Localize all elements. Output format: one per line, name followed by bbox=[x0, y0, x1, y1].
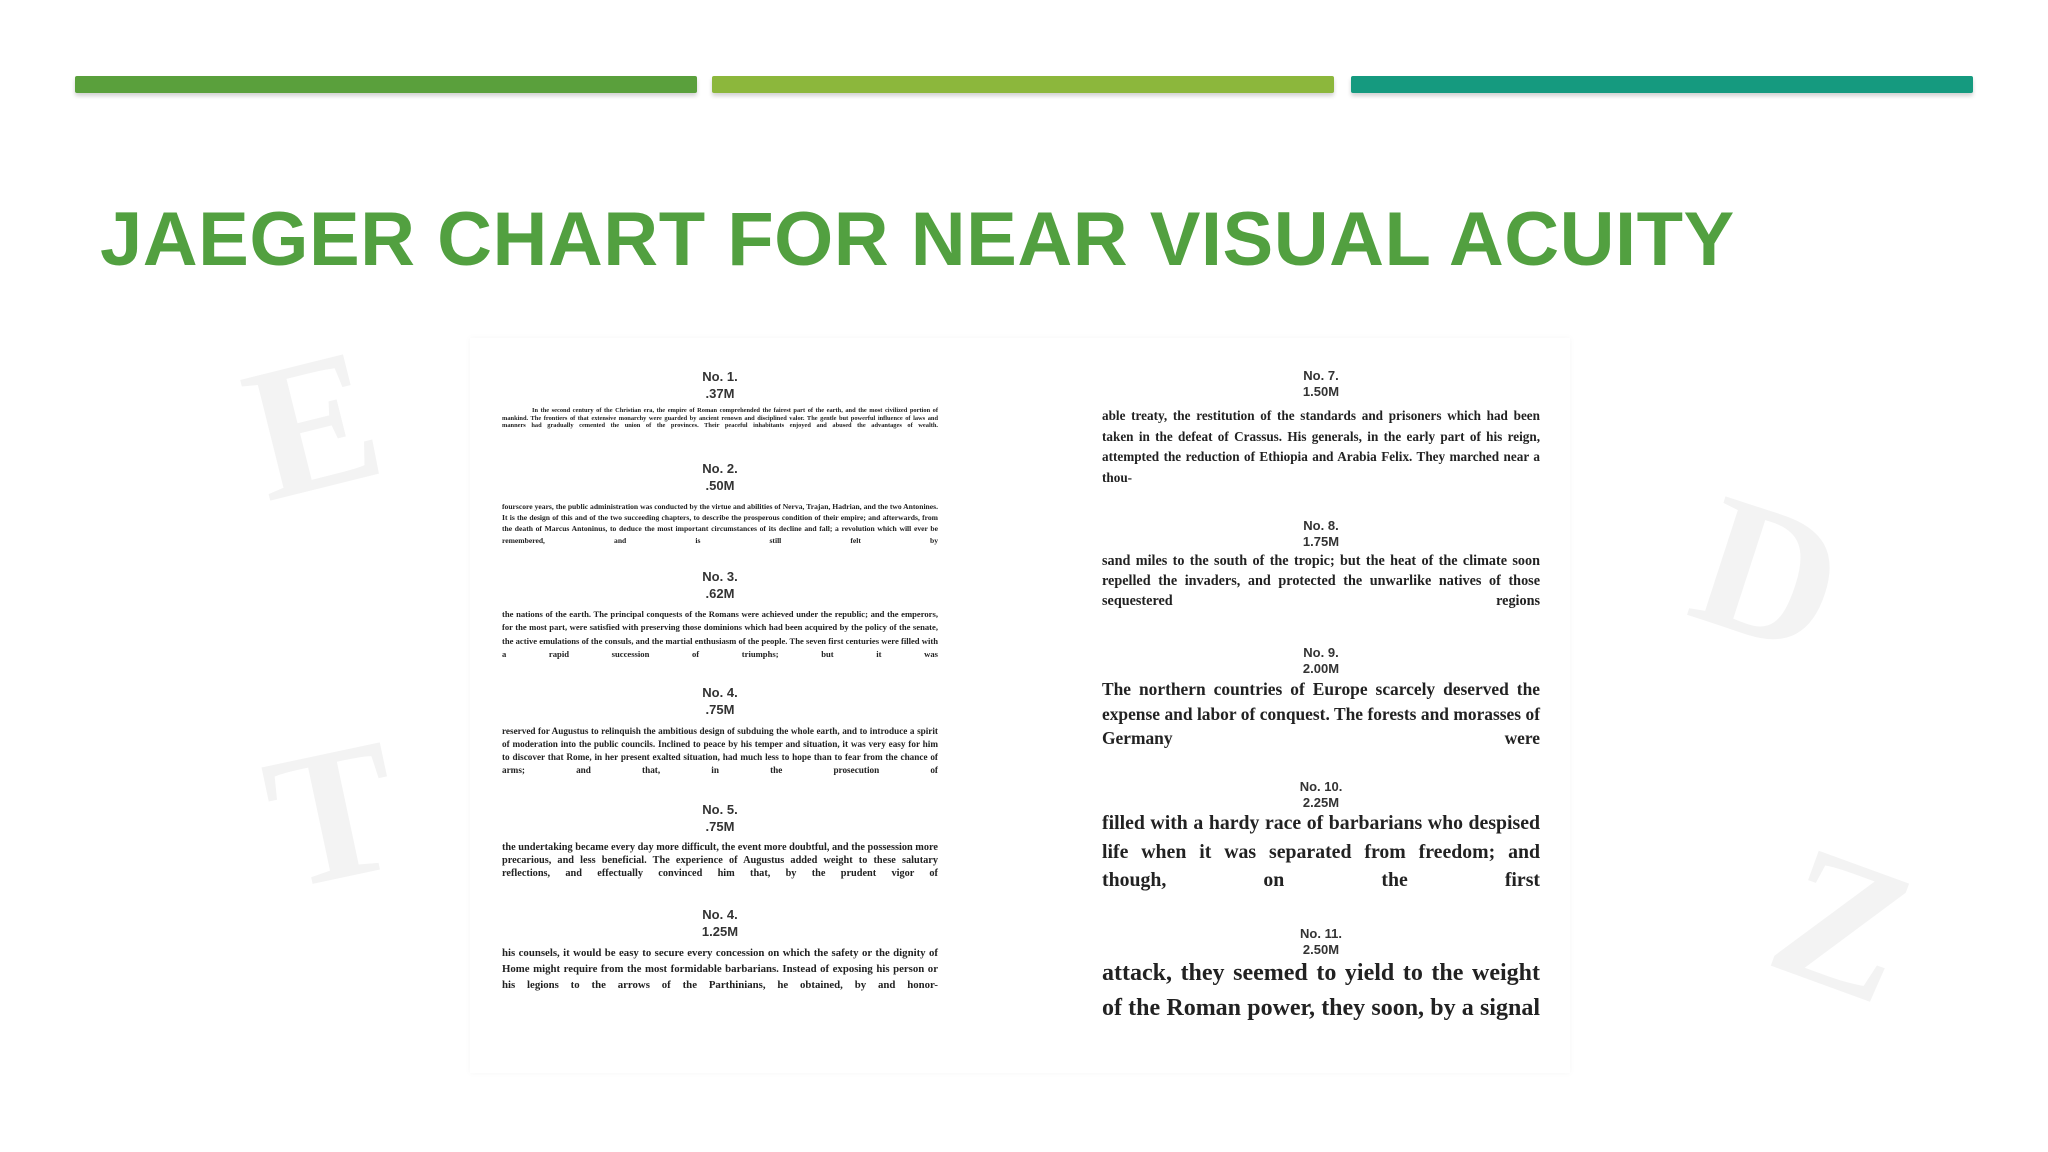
section-size: .50M bbox=[705, 478, 735, 493]
section-text: filled with a hardy race of barbarians who despised life when it was separated from freedom; and though, on the first bbox=[1102, 812, 1540, 891]
section-number: No. 7. bbox=[1303, 368, 1339, 383]
section-size: 1.75M bbox=[1302, 534, 1340, 549]
section-text: The northern countries of Europe scarcely deserved the expense and labor of conquest. The forests and morasses of Germany were bbox=[1102, 679, 1540, 748]
section-number: No. 4. bbox=[702, 907, 738, 922]
section-number: No. 10. bbox=[1299, 779, 1343, 794]
section-number: No. 9. bbox=[1303, 645, 1339, 660]
section-number: No. 11. bbox=[1300, 926, 1342, 941]
background-watermark-d: D bbox=[1670, 453, 1867, 697]
section-size: .62M bbox=[705, 586, 735, 601]
slide-title: JAEGER CHART FOR NEAR VISUAL ACUITY bbox=[100, 197, 1735, 282]
section-size: .37M bbox=[705, 386, 735, 401]
chart-section bbox=[502, 684, 938, 777]
section-text: In the second century of the Christian era, the empire of Roman comprehended the fairest part of the earth, and the most civilized portion of mankind. The frontiers of that extensive monarchy were guarded by ancient renown and disciplined valor. The gentle but powerful influence of laws and manners had gradually cemented the union of the provinces. Their peaceful inhabitants enjoyed and abused the advantages of wealth. bbox=[502, 407, 938, 430]
chart-section bbox=[502, 801, 938, 880]
accent-bar-teal bbox=[1351, 76, 1973, 93]
section-size: .75M bbox=[705, 702, 735, 717]
section-text: sand miles to the south of the tropic; but the heat of the climate soon repelled the invaders, and protected the unwarlike natives of those sequestered regions bbox=[1102, 553, 1540, 609]
chart-section bbox=[1102, 368, 1540, 488]
chart-section bbox=[502, 460, 938, 546]
section-number: No. 1. bbox=[702, 369, 738, 384]
section-size: 2.25M bbox=[1302, 795, 1340, 810]
chart-section bbox=[1102, 518, 1540, 611]
chart-section bbox=[502, 368, 938, 430]
accent-bar-green bbox=[75, 76, 697, 93]
section-text: attack, they seemed to yield to the weight of the Roman power, they soon, by a signal bbox=[1102, 960, 1540, 1021]
section-number: No. 4. bbox=[702, 685, 738, 700]
background-watermark-e: E bbox=[226, 307, 401, 543]
background-watermark-t: T bbox=[249, 699, 418, 931]
chart-section bbox=[502, 568, 938, 661]
jaeger-chart-image bbox=[470, 338, 1570, 1073]
chart-section bbox=[1102, 645, 1540, 751]
section-size: 1.25M bbox=[701, 924, 739, 939]
chart-section bbox=[1102, 779, 1540, 895]
section-number: No. 3. bbox=[702, 569, 738, 584]
accent-bar-lime bbox=[712, 76, 1334, 93]
chart-section bbox=[502, 906, 938, 994]
section-text: the undertaking became every day more difficult, the event more doubtful, and the possession more precarious, and less beneficial. The experience of Augustus added weight to these salutary reflections, and effectually convinced him that, by the prudent vigor of bbox=[502, 842, 938, 879]
section-size: 2.50M bbox=[1302, 942, 1340, 957]
section-size: 2.00M bbox=[1302, 661, 1340, 676]
section-text: reserved for Augustus to relinquish the ambitious design of subduing the whole earth, and to introduce a spirit of moderation into the public councils. Inclined to peace by his temper and situation, it was very easy for him to discover that Rome, in her present exalted situation, had much less to hope than to fear from the chance of arms; and that, in the prosecution of bbox=[502, 726, 938, 775]
section-size: .75M bbox=[705, 819, 735, 834]
section-number: No. 5. bbox=[702, 802, 738, 817]
section-text: able treaty, the restitution of the standards and prisoners which had been taken in the defeat of Crassus. His generals, in the early part of his reign, attempted the reduction of Ethiopia and Arabia Felix. They marched near a thou- bbox=[1102, 408, 1540, 485]
section-text: fourscore years, the public administration was conducted by the virtue and abilities of Nerva, Trajan, Hadrian, and the two Antonines. It is the design of this and of the two succeeding chapters, to describe the prosperous condition of their empire; and afterwards, from the death of Marcus Antoninus, to deduce the most important circumstances of its decline and fall; a revolution which will ever be remembered, and is still felt by bbox=[502, 502, 938, 545]
section-text: his counsels, it would be easy to secure every concession on which the safety or the dignity of Home might require from the most formidable barbarians. Instead of exposing his person or his legions to the arrows of the Parthinians, he obtained, by and honor- bbox=[502, 947, 938, 992]
section-size: 1.50M bbox=[1302, 384, 1340, 399]
section-number: No. 8. bbox=[1303, 518, 1339, 533]
background-watermark-z: Z bbox=[1747, 804, 1939, 1046]
section-text: the nations of the earth. The principal conquests of the Romans were achieved under the republic; and the emperors, for the most part, were satisfied with preserving those dominions which had been acquired by the policy of the senate, the active emulations of the consuls, and the martial enthusiasm of the people. The seven first centuries were filled with a rapid succession of triumphs; but it was bbox=[502, 609, 938, 659]
section-number: No. 2. bbox=[702, 461, 738, 476]
chart-section bbox=[1102, 926, 1540, 1026]
